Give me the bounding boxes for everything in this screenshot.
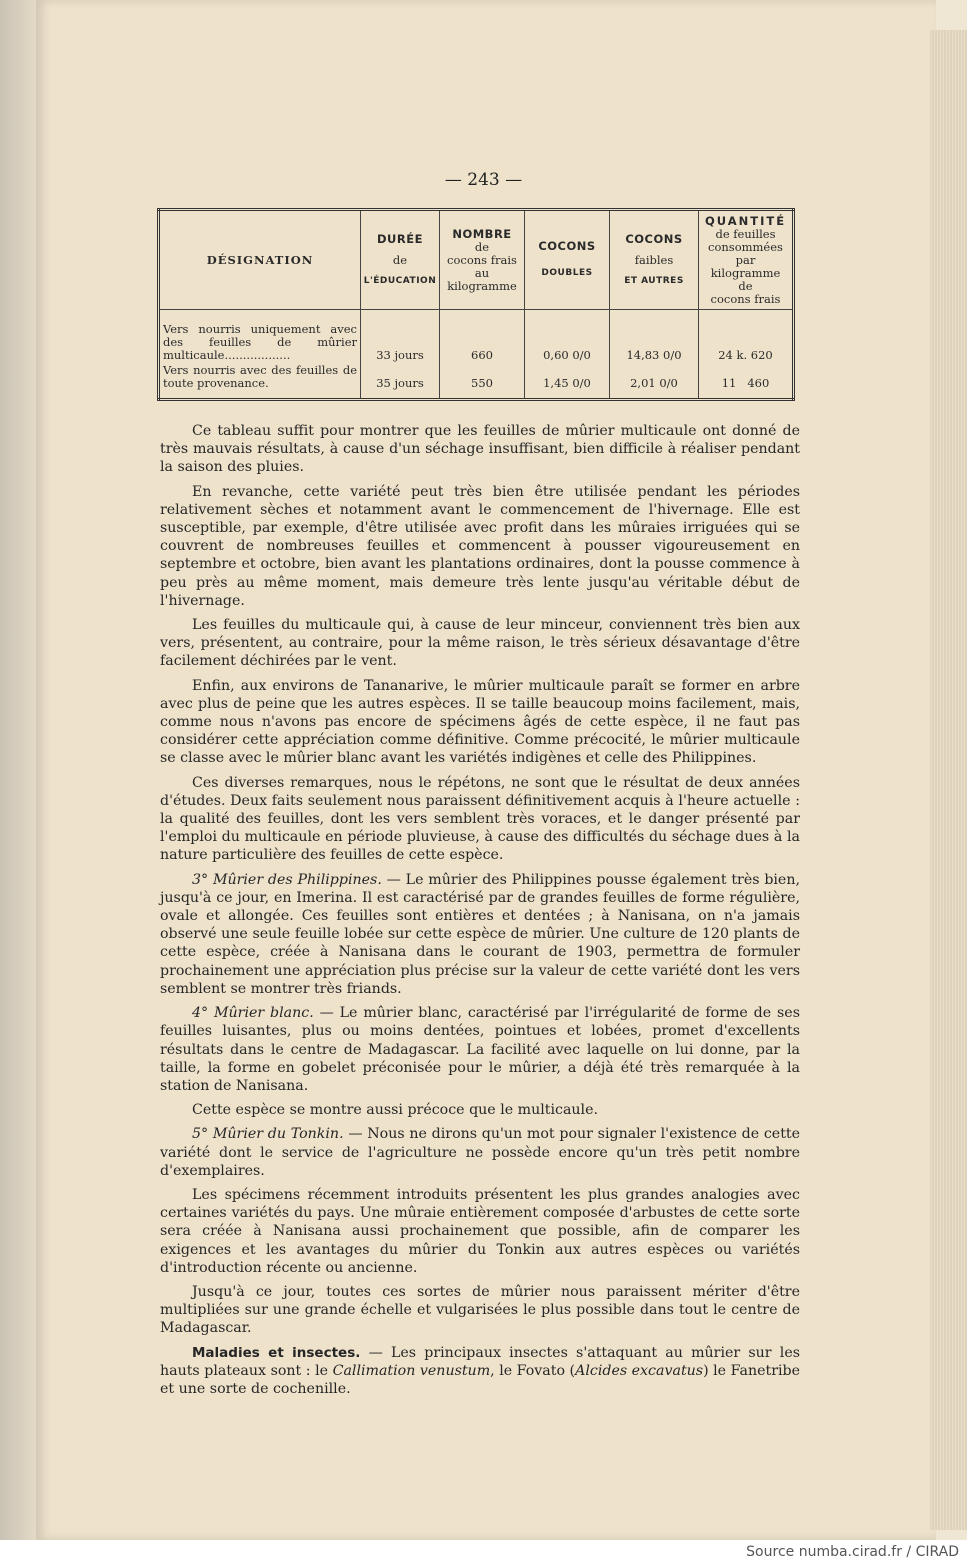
body-text [160, 422, 800, 1404]
paragraph: Enfin, aux environs de Tananarive, le mûrier multicaule paraît se former en arbre avec plus de peine que les autres espèces. Il se taille beaucoup moins facilement, mais, comme nous n'avons pas encore de spécimens âgés de cette espèce, il ne faut pas considérer cette appréciation comme définitive. Comme précocité, le mûrier multicaule se classe avec le mûrier blanc avant les variétés indigènes et celle des Philippines. [160, 677, 800, 767]
page-number: — 243 — [444, 170, 523, 190]
paragraph: En revanche, cette variété peut très bien être utilisée pendant les périodes relativement sèches et notamment avant le commencement de l'hivernage. Elle est susceptible, par exemple, d'être utilisée avec profit dans les mûraies irriguées qui se couvrent de nombreuses feuilles et commencent à pousser vigoureusement en septembre et octobre, bien avant les plantations ordinaires, dont la pousse commence à peu près au même moment, mais demeure très lente jusqu'au véritable début de l'hivernage. [160, 483, 800, 609]
paragraph: Les feuilles du multicaule qui, à cause de leur minceur, conviennent très bien aux vers, présentent, au contraire, pour la même raison, le très sérieux désavantage d'être facilement déchirées par le vent. [160, 617, 800, 670]
section-heading: 4° Mûrier blanc. [192, 1005, 314, 1022]
paragraph: Jusqu'à ce jour, toutes ces sortes de mûrier nous paraissent mériter d'être multipliées sur une grande échelle et vulgarisées le plus possible dans tout le centre de Madagascar. [160, 1283, 800, 1337]
section-heading: 5° Mûrier du Tonkin. [192, 1126, 344, 1143]
species-name: Callimation venustum [332, 1362, 491, 1379]
page-edges [930, 30, 967, 1530]
row-faibles: 14,83 0/0 [610, 322, 699, 363]
row-duree: 35 jours [361, 363, 440, 400]
paragraph: 5° Mûrier du Tonkin. — Nous ne dirons qu'un mot pour signaler l'existence de cette variété dont le service de l'agriculture ne possède encore qu'un très petit nombre d'exemplaires. [160, 1126, 800, 1179]
header-nombre: NOMBRE de cocons frais au kilogramme [440, 210, 525, 310]
header-cocons-faibles: COCONS faibles ET AUTRES [610, 210, 699, 310]
paragraph: Les spécimens récemment introduits présentent les plus grandes analogies avec certaines variétés du pays. Une mûraie entièrement composée d'arbustes de cette sorte sera créée à Nanisana aussi prochainement que possible, afin de comparer les exigences et les avantages du mûrier du Tonkin aux autres espèces ou variétés d'introduction récente ou ancienne. [160, 1186, 800, 1276]
paragraph: 3° Mûrier des Philippines. — Le mûrier des Philippines pousse également très bien, jusqu'à ce jour, en Imerina. Il est caractérisé par de grandes feuilles de forme régulière, ovale et allongée. Ces feuilles sont entières et dentées ; à Nanisana, on n'a jamais observé une seule feuille lobée sur cette espèce de mûrier. Une culture de 120 plants de cette espèce, créée à Nanisana dans le courant de 1903, permettra de formuler prochainement une appréciation plus précise sur la valeur de cette variété dont les vers semblent se montrer très friands. [160, 871, 800, 997]
table-row [159, 322, 794, 363]
species-name: Alcides excavatus [575, 1362, 704, 1379]
results-table [157, 208, 795, 401]
header-cocons-doubles: COCONS DOUBLES [525, 210, 610, 310]
section-heading: 3° Mûrier des Philippines. [192, 871, 382, 888]
header-duree: DURÉE de L'ÉDUCATION [361, 210, 440, 310]
section-heading: Maladies et insectes. [192, 1344, 361, 1361]
table-header-row [159, 210, 794, 310]
table-spacer [159, 310, 794, 323]
row-quantite: 24 k. 620 [718, 348, 773, 362]
header-designation: DÉSIGNATION [159, 210, 361, 310]
source-credit: Source numba.cirad.fr / CIRAD [746, 1544, 959, 1560]
row-nombre: 550 [440, 363, 525, 400]
paragraph: Cette espèce se montre aussi précoce que le multicaule. [192, 1102, 598, 1119]
paragraph: Ce tableau suffit pour montrer que les feuilles de mûrier multicaule ont donné de très mauvais résultats, à cause d'un séchage insuffisant, bien difficile à réaliser pendant la saison des pluies. [160, 423, 800, 476]
row-doubles: 1,45 0/0 [525, 363, 610, 400]
row-doubles: 0,60 0/0 [525, 322, 610, 363]
paragraph: 4° Mûrier blanc. — Le mûrier blanc, caractérisé par l'irrégularité de forme de ses feuilles luisantes, plus ou moins dentées, pointues et lobées, promet d'excellents résultats dans le centre de Madagascar. La facilité avec laquelle on lui donne, par la taille, la forme en gobelet préconisée pour le mûrier, a déjà été très remarquée à la station de Nanisana. [160, 1005, 800, 1094]
table-row [159, 363, 794, 400]
row-designation: Vers nourris uniquement avec des feuilles de mûrier multicaule.................. [159, 322, 361, 363]
paragraph: Ces diverses remarques, nous le répétons, ne sont que le résultat de deux années d'études. Deux faits seulement nous paraissent définitivement acquis à l'heure actuelle : la qualité des feuilles, dont les vers semblent très voraces, et le danger présenté par l'emploi du multicaule en période pluvieuse, à cause des difficultés du séchage dues à la nature particulière des feuilles de cette espèce. [160, 774, 800, 864]
book-gutter [0, 0, 36, 1566]
header-quantite: QUANTITÉ de feuilles consommées par kilogramme de cocons frais [699, 210, 794, 310]
row-quantite: 11 460 [721, 376, 770, 390]
row-faibles: 2,01 0/0 [610, 363, 699, 400]
row-duree: 33 jours [361, 322, 440, 363]
row-designation: Vers nourris avec des feuilles de toute provenance. [159, 363, 361, 400]
paragraph: Maladies et insectes. — Les principaux insectes s'attaquant au mûrier sur les hauts plateaux sont : le Callimation venustum, le Fovato (Alcides excavatus) le Fanetribe et une sorte de cochenille. [160, 1344, 800, 1397]
row-nombre: 660 [440, 322, 525, 363]
